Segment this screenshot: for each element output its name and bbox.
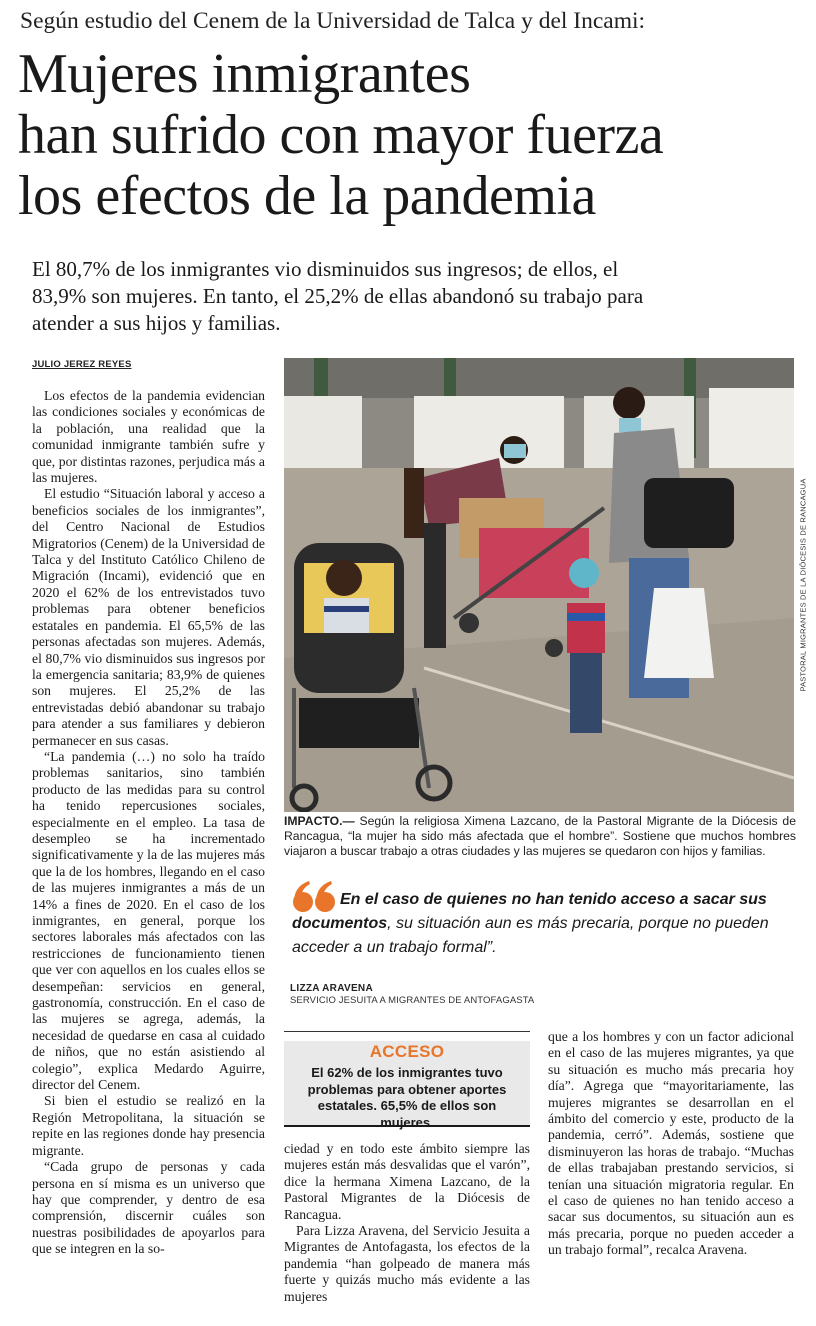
- photo-credit-text: PASTORAL MIGRANTES DE LA DIÓCESIS DE RANCAGUA: [798, 478, 808, 692]
- paragraph: “La pandemia (…) no solo ha traído problemas sanitarios, sino también producto de las medidas para su control ha tenido repercusiones sociales, especialmente en el empleo. La tasa de desempleo se ha incrementado significativamente y la de las mujeres más que la de los hombres, llegando en el caso de las mujeres inmigrantes a más de un 14% a fines de 2020. En el caso de los inmigrantes, en general, porque los sectores laborales más afectados con las restricciones de funcionamiento tienen que ver con aquellos en los cuales ellos se desempeñan: servicios en general, gastronomía, construcción. En el caso de las mujeres se agrega, además, la necesidad de quedarse en casa al cuidado de niños, que no están asistiendo al colegio”, explica Medardo Aguirre, director del Cenem.: [32, 748, 265, 1093]
- fact-box: [284, 1031, 530, 1130]
- deck-line: 83,9% son mujeres. En tanto, el 25,2% de ellas abandonó su trabajo para: [32, 284, 644, 308]
- caption-lead: IMPACTO.—: [284, 814, 355, 828]
- caption-text: Según la religiosa Ximena Lazcano, de la Pastoral Migrante de la Diócesis de Rancagua, “la mujer ha sido más afectada que el hombre”. Sostiene que muchos hombres viajaron a buscar trabajo a otras ciudades y las mujeres se quedaron con hijos y familias.: [284, 814, 796, 858]
- quote-bold: En el caso de quienes no han tenido acceso a sacar sus documentos: [292, 891, 767, 932]
- kicker: Según estudio del Cenem de la Universidad de Talca y del Incami:: [20, 8, 646, 34]
- body-column-3: [548, 1029, 794, 1259]
- fact-box-title: ACCESO: [369, 1042, 445, 1061]
- headline-line: han sufrido con mayor fuerza: [18, 104, 664, 166]
- body-column-1: [32, 388, 265, 1258]
- quote-rest: , su situación aun es más precaria, porque no pueden acceder a un trabajo formal”.: [292, 915, 769, 956]
- quote-mark-icon: [292, 880, 338, 914]
- pull-quote: [292, 880, 797, 960]
- byline: JULIO JEREZ REYES: [32, 359, 132, 370]
- headline-line: los efectos de la pandemia: [18, 165, 596, 227]
- photo-illustration: [284, 358, 794, 812]
- body-column-2: [284, 1141, 530, 1305]
- paragraph: El estudio “Situación laboral y acceso a beneficios sociales de los inmigrantes”, del Centro Nacional de Estudios Migratorios (Cenem) de la Universidad de Talca y del Instituto Católico Chileno de Migración (Incami), evidenció que en 2020 el 62% de los entrevistados tuvo problemas para obtener beneficios estatales en pandemia. El 65,5% de las personas afectadas son mujeres. Además, el 80,7% vio disminuidos sus ingresos por la emergencia sanitaria; 83,9% de quienes son mujeres. El 25,2% de las entrevistadas debió abandonar su trabajo para atender a sus familiares y debieron permanecer en sus casas.: [32, 486, 265, 748]
- quote-text: [292, 888, 797, 960]
- headline: [18, 44, 808, 227]
- deck: [32, 256, 792, 337]
- photo-credit: [796, 358, 810, 812]
- paragraph: Si bien el estudio se realizó en la Región Metropolitana, la situación se repite en las regiones donde hay presencia migrante.: [32, 1093, 265, 1158]
- news-photo: [284, 358, 794, 812]
- paragraph: Los efectos de la pandemia evidencian las condiciones sociales y económicas de la población, una realidad que la comunidad inmigrante también sufre y que, por distintas razones, perjudica más a las mujeres.: [32, 388, 265, 486]
- paragraph: Para Lizza Aravena, del Servicio Jesuita a Migrantes de Antofagasta, los efectos de la pandemia “han golpeado de manera más fuerte y quizás mucho más evidente a las mujeres: [284, 1223, 530, 1304]
- quote-source: [290, 983, 534, 1006]
- quote-source-name: LIZZA ARAVENA: [290, 983, 373, 994]
- photo-caption: [284, 814, 796, 859]
- quote-source-org: SERVICIO JESUITA A MIGRANTES DE ANTOFAGASTA: [290, 995, 535, 1006]
- paragraph: ciedad y en todo este ámbito siempre las mujeres están más desvalidas que el varón”, dice la hermana Ximena Lazcano, de la Pastoral Migrantes de la Diócesis de Rancagua.: [284, 1141, 530, 1222]
- deck-line: El 80,7% de los inmigrantes vio disminuidos sus ingresos; de ellos, el: [32, 257, 619, 281]
- fact-box-text: El 62% de los inmigrantes tuvo problemas para obtener aportes estatales. 65,5% de ellos son mujeres.: [307, 1065, 507, 1130]
- headline-line: Mujeres inmigrantes: [18, 43, 471, 105]
- paragraph: “Cada grupo de personas y cada persona en sí misma es un universo que hay que comprender, y dentro de esa comprensión, discernir cuáles son nuestras posibilidades de apoyarlos para que se integren en la so-: [32, 1159, 265, 1257]
- deck-line: atender a sus hijos y familias.: [32, 311, 281, 335]
- paragraph: que a los hombres y con un factor adicional en el caso de las mujeres migrantes, ya que su situación es mucho más precaria hoy día”. Agrega que “mayoritariamente, las mujeres migrantes se desarrollan en el ámbito del comercio y este, producto de la pandemia, cerró”. Además, sostiene que disminuyeron las horas de trabajo. “Muchas de ellas trabajaban prestando servicios, si tenían una situación migratoria regular. En el caso de quienes no han tenido acceso a sacar sus documentos, su situación aun es más precaria, porque no pueden acceder a un trabajo formal”, recalca Aravena.: [548, 1029, 794, 1258]
